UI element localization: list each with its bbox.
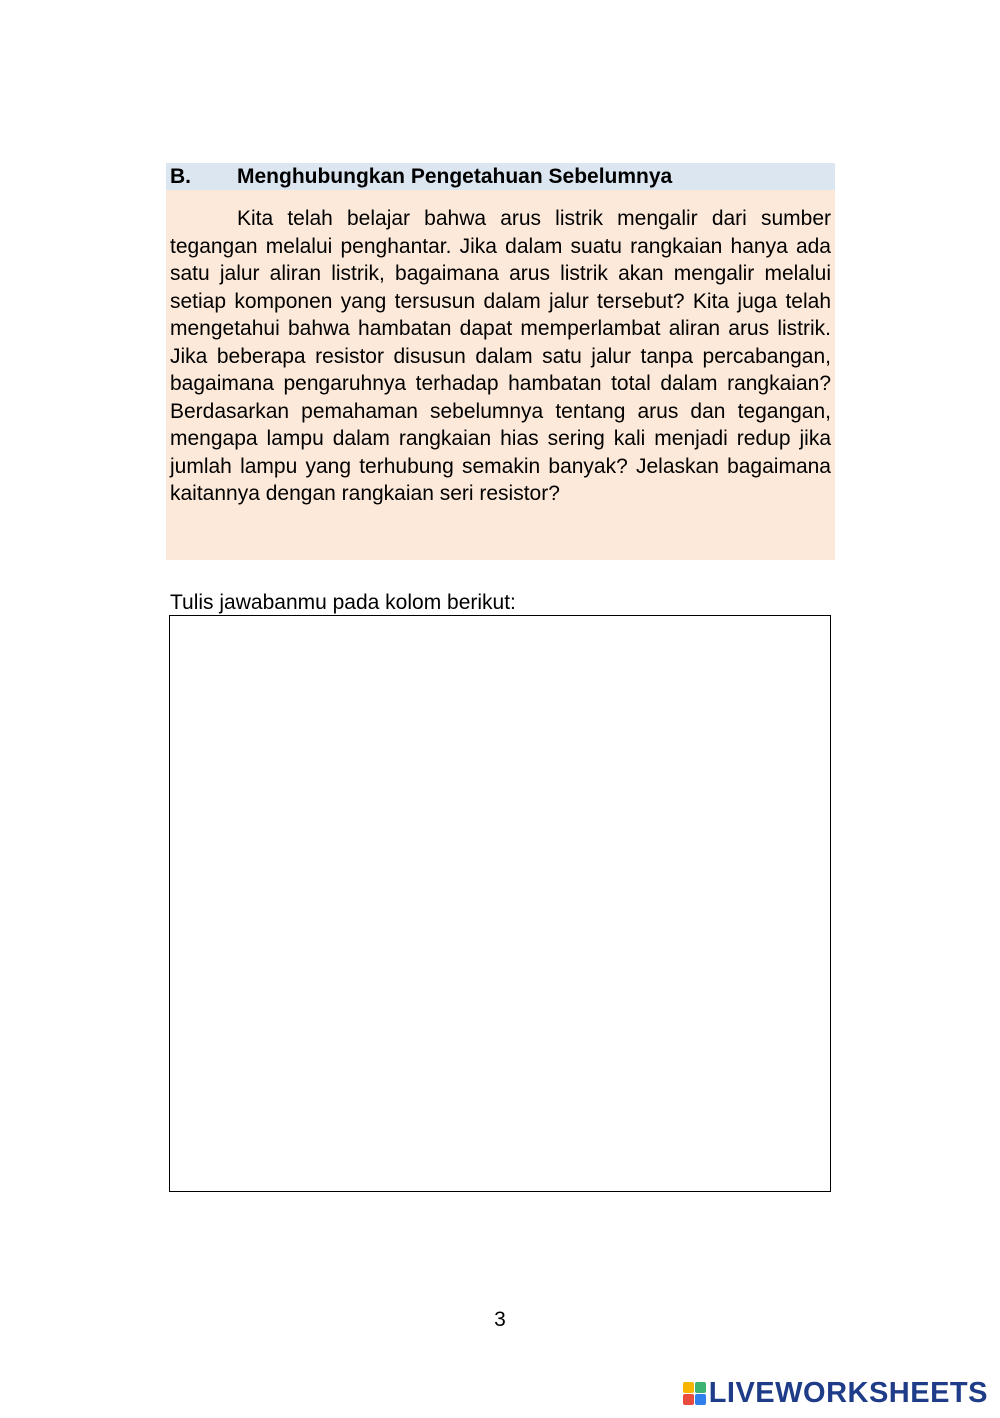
section-letter: B. [170, 165, 191, 188]
liveworksheets-logo-icon [683, 1382, 706, 1405]
page-number: 3 [494, 1308, 506, 1331]
answer-label: Tulis jawabanmu pada kolom berikut: [170, 591, 516, 614]
section-title: Menghubungkan Pengetahuan Sebelumnya [237, 165, 673, 188]
section-header [166, 163, 835, 190]
section-body [166, 190, 835, 560]
brand-logo [683, 1378, 988, 1408]
section-paragraph: Kita telah belajar bahwa arus listrik mengalir dari sumber tegangan melalui penghantar. Jika dalam suatu rangkaian hanya ada satu jalur aliran listrik, bagaimana arus listrik akan mengalir melalui setiap komponen yang tersusun dalam jalur tersebut? Kita juga telah mengetahui bahwa hambatan dapat memperlambat aliran arus listrik. Jika beberapa resistor disusun dalam satu jalur tanpa percabangan, bagaimana pengaruhnya terhadap hambatan total dalam rangkaian? Berdasarkan pemahaman sebelumnya tentang arus dan tegangan, mengapa lampu dalam rangkaian hias sering kali menjadi redup jika jumlah lampu yang terhubung semakin banyak? Jelaskan bagaimana kaitannya dengan rangkaian seri resistor? [170, 207, 831, 505]
answer-textarea[interactable] [169, 615, 831, 1192]
brand-name: LIVEWORKSHEETS [708, 1377, 988, 1409]
